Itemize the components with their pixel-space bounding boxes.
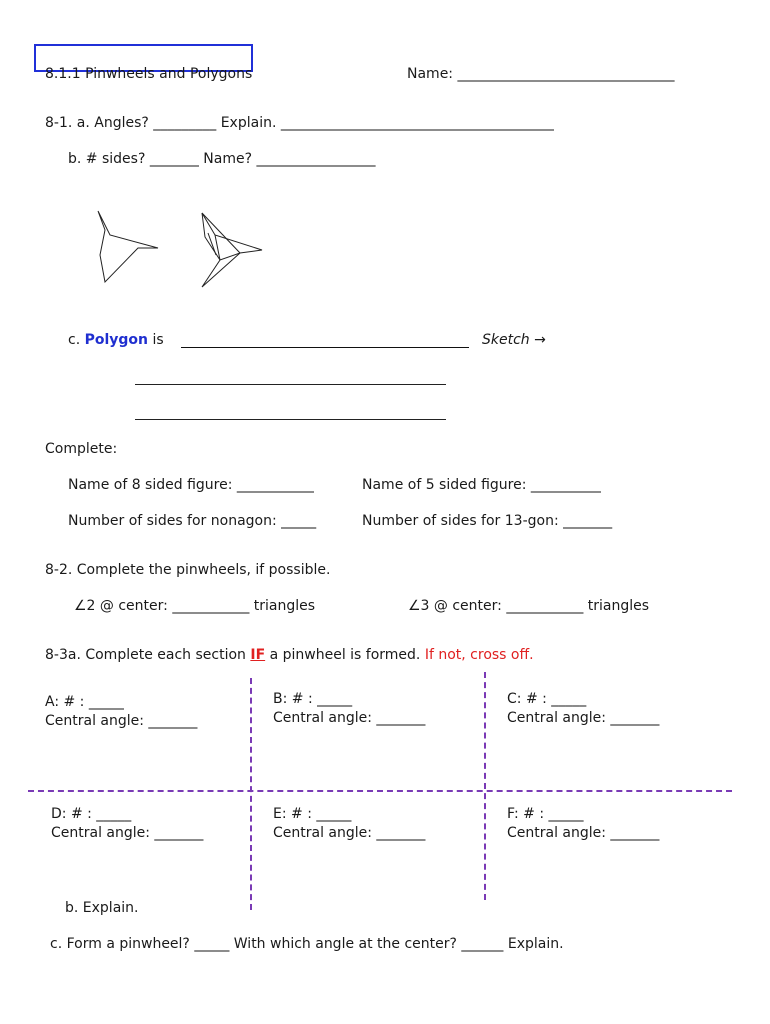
polygon-term: Polygon [84,332,149,348]
grid-divider-vertical [250,678,252,910]
answer-line [135,419,446,420]
cell-f-angle: Central angle: _______ [507,825,660,841]
question-8-3b: b. Explain. [65,900,139,916]
nonagon-sides-prompt: Number of sides for nonagon: _____ [68,513,317,529]
name-field-label: Name: _______________________________ [407,66,675,82]
cell-d-angle: Central angle: _______ [51,825,204,841]
grid-divider-horizontal [28,790,732,792]
question-8-1c: c. Polygon is [68,332,164,348]
octagon-name-prompt: Name of 8 sided figure: ___________ [68,477,314,493]
answer-line [181,347,469,348]
pinwheel-figures [90,205,270,295]
pinwheel-figure-one [98,211,158,282]
cross-off-note: If not, cross off [424,647,530,663]
cell-a-count: A: # : _____ [45,694,124,710]
answer-line [135,384,446,385]
cell-f-count: F: # : _____ [507,806,584,822]
worksheet-title: 8.1.1 Pinwheels and Polygons [45,66,253,82]
cell-a-angle: Central angle: _______ [45,713,198,729]
13-gon-sides-prompt: Number of sides for 13-gon: _______ [362,513,613,529]
question-8-1b: b. # sides? _______ Name? _________________ [68,151,376,167]
grid-divider-vertical [484,672,486,900]
cell-e-angle: Central angle: _______ [273,825,426,841]
cell-c-count: C: # : _____ [507,691,587,707]
sketch-label: Sketch → [482,332,546,348]
pentagon-name-prompt: Name of 5 sided figure: __________ [362,477,601,493]
if-emphasis: IF [250,647,266,663]
cell-d-count: D: # : _____ [51,806,132,822]
cell-c-angle: Central angle: _______ [507,710,660,726]
complete-heading: Complete: [45,441,118,457]
angle-3-prompt: ∠3 @ center: ___________ triangles [408,598,650,614]
question-8-2-heading: 8-2. Complete the pinwheels, if possible. [45,562,331,578]
cell-b-angle: Central angle: _______ [273,710,426,726]
question-8-3a-heading: 8-3a. Complete each section IF a pinwheel is formed. If not, cross off. [45,647,534,663]
question-8-1a: 8-1. a. Angles? _________ Explain. _______________________________________ [45,115,554,131]
pinwheel-figure-two [202,213,262,287]
cell-e-count: E: # : _____ [273,806,352,822]
question-8-3c: c. Form a pinwheel? _____ With which angle at the center? ______ Explain. [50,936,564,952]
cell-b-count: B: # : _____ [273,691,353,707]
angle-2-prompt: ∠2 @ center: ___________ triangles [74,598,316,614]
